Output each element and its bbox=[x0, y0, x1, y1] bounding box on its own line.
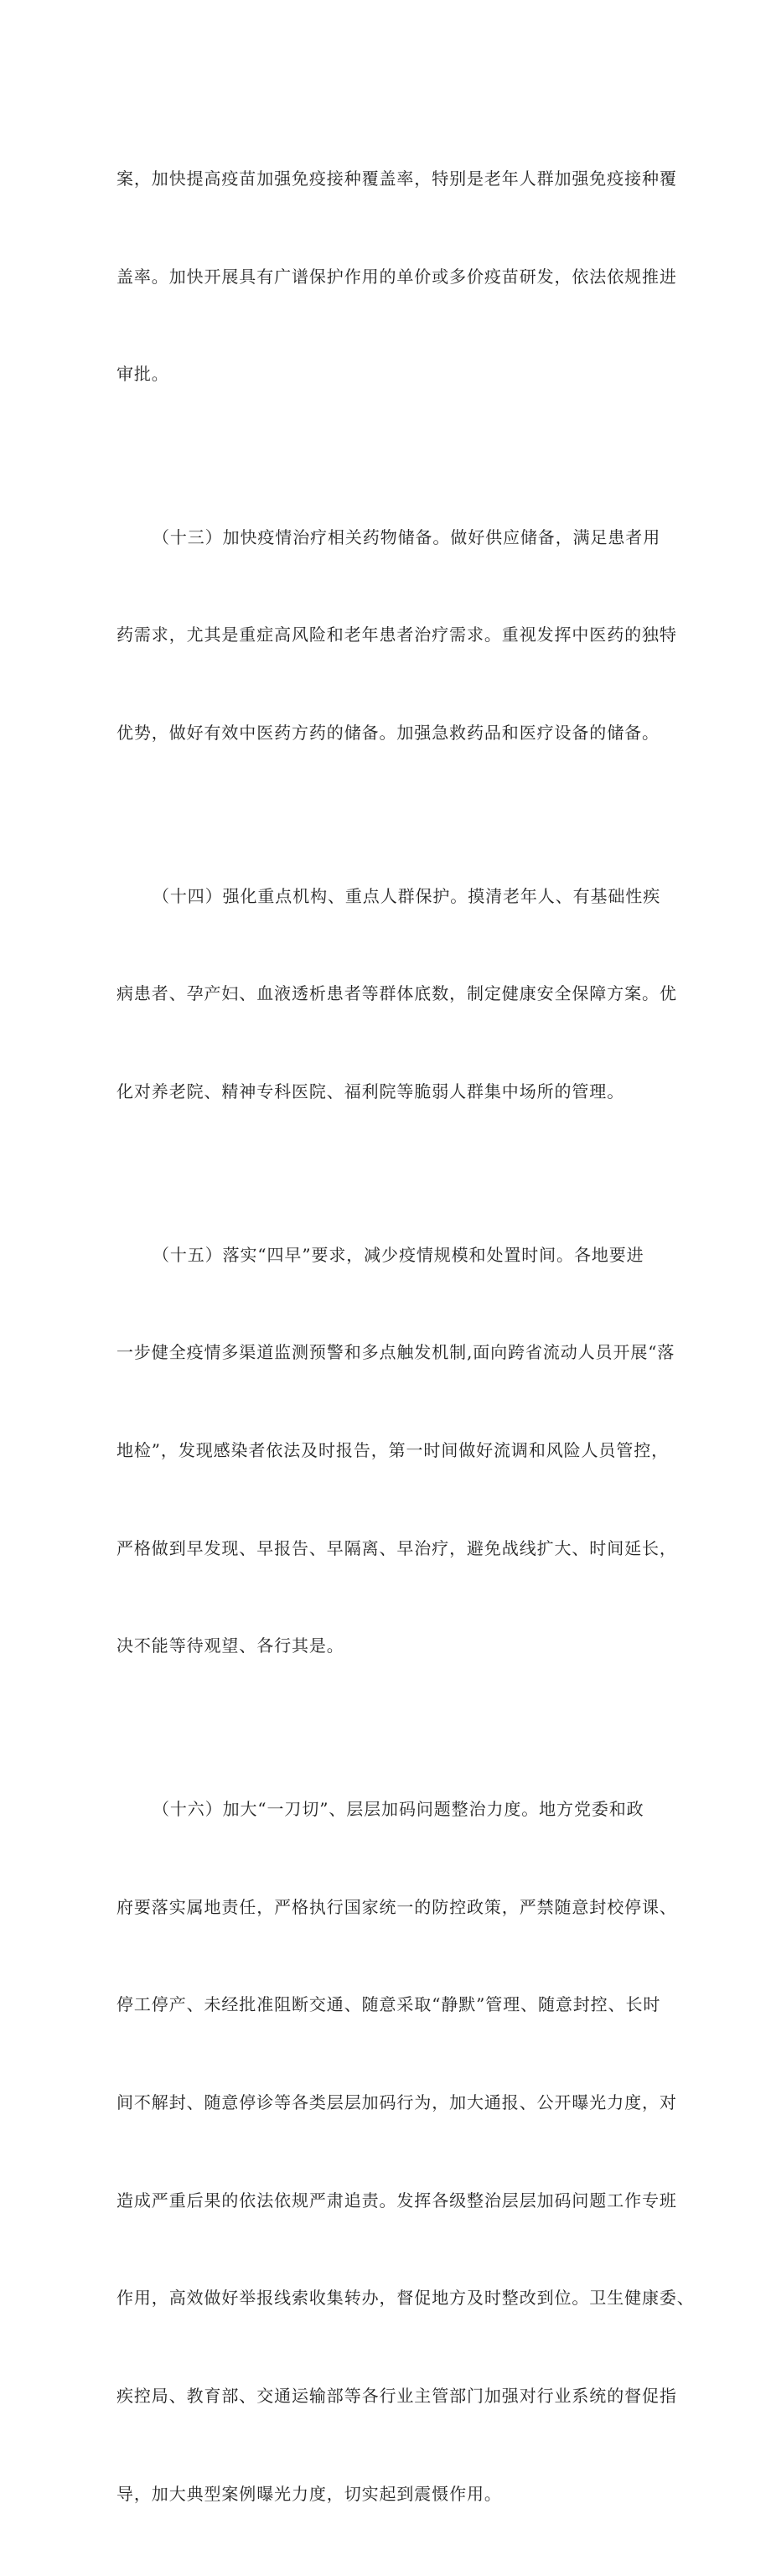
text-line: 盖率。加快开展具有广谱保护作用的单价或多价疫苗研发，依法依规推进 bbox=[116, 266, 677, 287]
paragraph-item-14 bbox=[116, 815, 677, 1174]
text-line: 严格做到早发现、早报告、早隔离、早治疗，避免战线扩大、时间延长， bbox=[116, 1537, 677, 1558]
text-line: 一步健全疫情多渠道监测预警和多点触发机制,面向跨省流动人员开展“落 bbox=[116, 1342, 675, 1363]
text-line: 作用，高效做好举报线索收集转办，督促地方及时整改到位。卫生健康委、 bbox=[116, 2288, 695, 2309]
document-body bbox=[116, 97, 695, 2576]
text-line: 药需求，尤其是重症高风险和老年患者治疗需求。重视发挥中医药的独特 bbox=[116, 625, 677, 645]
text-line: 优势，做好有效中医药方药的储备。加强急救药品和医疗设备的储备。 bbox=[116, 723, 660, 744]
text-line: （十五）落实“四早”要求，减少疫情规模和处置时间。各地要进 bbox=[153, 1244, 644, 1265]
text-line: （十六）加大“一刀切”、层层加码问题整治力度。地方党委和政 bbox=[153, 1798, 644, 1819]
text-line: 审批。 bbox=[116, 364, 169, 385]
text-line: 决不能等待观望、各行其是。 bbox=[116, 1635, 344, 1656]
text-line: 停工停产、未经批准阻断交通、随意采取“静默”管理、随意封控、长时 bbox=[116, 1994, 661, 2015]
text-line: 府要落实属地责任，严格执行国家统一的防控政策，严禁随意封校停课、 bbox=[116, 1896, 677, 1917]
text-line: 地检”，发现感染者依法及时报告，第一时间做好流调和风险人员管控， bbox=[116, 1439, 670, 1460]
paragraph-item-16 bbox=[116, 1728, 695, 2575]
paragraph-item-15 bbox=[116, 1174, 677, 1728]
paragraph-item-13 bbox=[116, 456, 677, 815]
text-line: 化对养老院、精神专科医院、福利院等脆弱人群集中场所的管理。 bbox=[116, 1081, 625, 1102]
text-line: 病患者、孕产妇、血液透析患者等群体底数，制定健康安全保障方案。优 bbox=[116, 983, 677, 1004]
text-line: 造成严重后果的依法依规严肃追责。发挥各级整治层层加码问题工作专班 bbox=[116, 2190, 677, 2211]
text-line: 导，加大典型案例曝光力度，切实起到震慑作用。 bbox=[116, 2483, 502, 2504]
text-line: 案，加快提高疫苗加强免疫接种覆盖率，特别是老年人群加强免疫接种覆 bbox=[116, 168, 677, 189]
text-line: 疾控局、教育部、交通运输部等各行业主管部门加强对行业系统的督促指 bbox=[116, 2386, 677, 2407]
text-line: 间不解封、随意停诊等各类层层加码行为，加大通报、公开曝光力度，对 bbox=[116, 2092, 677, 2113]
paragraph-continued bbox=[116, 97, 677, 456]
text-line: （十三）加快疫情治疗相关药物储备。做好供应储备，满足患者用 bbox=[153, 526, 661, 547]
text-line: （十四）强化重点机构、重点人群保护。摸清老年人、有基础性疾 bbox=[153, 885, 661, 906]
